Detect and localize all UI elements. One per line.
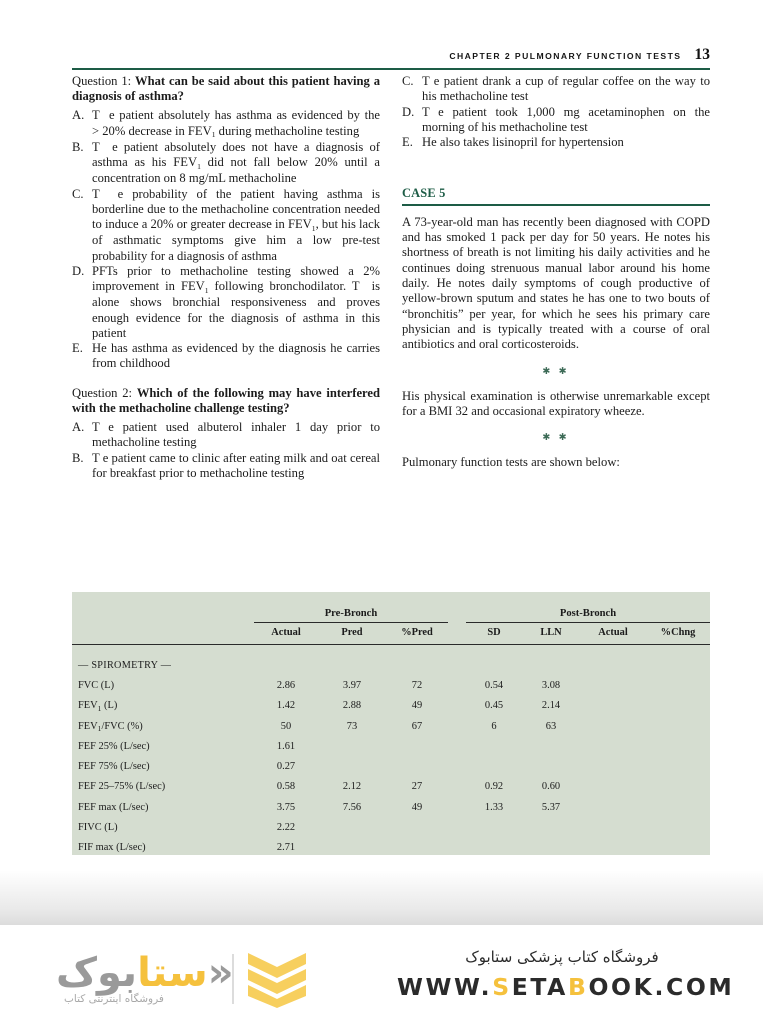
cell-sd — [466, 756, 522, 776]
table-group-header-row — [72, 602, 710, 622]
choice-marker: D. — [72, 263, 85, 278]
cell-gap — [448, 675, 466, 695]
choice-text: T e patient used albuterol inhaler 1 day prior to methacholine testing — [92, 420, 380, 450]
cell-gap — [448, 716, 466, 736]
question-2-choices-continued — [402, 74, 710, 150]
site-footer-banner — [0, 925, 763, 1023]
cell-lln — [522, 756, 580, 776]
table-sub-header-row — [72, 622, 710, 644]
row-label: FVC (L) — [78, 679, 115, 691]
choice-marker: A. — [72, 420, 85, 435]
cell-post-actual — [580, 777, 646, 797]
choice-item — [402, 135, 710, 150]
cell-lln: 3.08 — [541, 679, 561, 691]
right-column — [402, 74, 710, 574]
pft-table — [72, 592, 710, 869]
cell-pre-pred: 3.97 — [342, 679, 362, 691]
row-label: $FEV_1$/FVC (%) — [78, 720, 143, 734]
table-row — [72, 675, 710, 695]
cell-pre-pred: 2.88 — [342, 700, 362, 712]
url-suffix: OOK.COM — [588, 973, 735, 1001]
question-1-heading — [72, 74, 380, 104]
table-row — [72, 817, 710, 837]
cell-pre-actual: 0.58 — [276, 781, 296, 793]
choice-marker: C. — [402, 74, 414, 88]
brand-tagline: فروشگاه اینترنتی کتاب — [64, 993, 164, 1005]
choice-marker: A. — [72, 108, 85, 123]
cell-pct-chng — [646, 716, 710, 736]
choice-marker: B. — [72, 139, 84, 154]
row-label: $FEV_1$ (L) — [78, 700, 118, 713]
cell-pre-pct-pred: 72 — [411, 679, 423, 691]
section-separator-1: ✱ ✱ — [542, 366, 570, 377]
footer-tagline-fa: فروشگاه کتاب پزشکی ستابوک — [465, 948, 659, 966]
table-row — [72, 716, 710, 736]
choice-item — [72, 264, 380, 341]
cell-pre-actual: 1.42 — [276, 700, 296, 712]
spacer-cell — [72, 592, 710, 602]
setabook-logo[interactable] — [50, 945, 335, 1013]
table-row — [72, 736, 710, 756]
url-middle: ETA — [511, 973, 568, 1001]
row-label: FEF max (L/sec) — [78, 801, 149, 813]
col-header-pct-chng: %Chng — [646, 622, 710, 644]
table-top-pad — [72, 592, 710, 602]
choice-item — [72, 108, 380, 140]
cell-lln: 5.37 — [541, 801, 561, 813]
spacer-cell — [72, 644, 710, 655]
cell-sd: 6 — [491, 720, 497, 732]
cell-post-actual — [580, 736, 646, 756]
question-2-choices — [72, 420, 380, 481]
header-rule — [72, 68, 710, 70]
choice-text: He has asthma as evidenced by the diagnosis he carries from childhood — [92, 341, 380, 371]
left-column — [72, 74, 380, 574]
body-columns — [72, 74, 710, 574]
cell-pre-pred: 7.56 — [342, 801, 362, 813]
choice-text: T e probability of the patient having asthma is borderline due to the methacholine concentration needed to induce a 20% or greater decrease in $FEV_1$, but his lack of asthmatic symptoms give him a low pre-test probability for a diagnosis of asthma — [92, 186, 381, 263]
question-1-label: Question 1: — [72, 74, 132, 88]
chevron-stack-svg — [246, 950, 308, 1008]
cell-pre-pred — [318, 817, 386, 837]
cell-gap — [448, 777, 466, 797]
cell-sd: 1.33 — [484, 801, 504, 813]
col-header-pre-pred: Pred — [318, 622, 386, 644]
cell-gap — [448, 817, 466, 837]
case-5-paragraph-2: His physical examination is otherwise unremarkable except for a BMI 32 and occasional expiratory wheeze. — [402, 388, 710, 418]
cell-pre-pred — [318, 756, 386, 776]
cell-gap — [448, 736, 466, 756]
cell-lln — [522, 817, 580, 837]
section-separator-2: ✱ ✱ — [542, 433, 570, 444]
choice-marker: D. — [402, 104, 415, 119]
row-label: FEF 75% (L/sec) — [78, 761, 150, 773]
col-header-post-actual: Actual — [580, 622, 646, 644]
cell-lln: 63 — [545, 720, 557, 732]
choice-item — [402, 105, 710, 136]
cell-pre-pct-pred: 27 — [411, 781, 423, 793]
url-prefix: WWW. — [397, 973, 493, 1001]
page-number: 13 — [694, 46, 710, 63]
cell-pre-pct-pred: 67 — [411, 720, 423, 732]
col-header-pre-pct-pred: %Pred — [386, 622, 448, 644]
cell-pre-actual: 50 — [280, 720, 292, 732]
cell-sd: 0.54 — [484, 679, 504, 691]
choice-item — [72, 140, 380, 187]
running-head-row — [72, 46, 710, 65]
choice-text: T e patient came to clinic after eating milk and oat cereal for breakfast prior to methacholine testing — [92, 450, 380, 480]
col-header-pre-actual: Actual — [254, 622, 318, 644]
cell-pre-actual: 3.75 — [276, 801, 296, 813]
cell-pct-chng — [646, 736, 710, 756]
choice-marker: B. — [72, 450, 84, 465]
cell-pre-pred: 73 — [346, 720, 358, 732]
cell-gap — [448, 696, 466, 716]
brand-script-gray: بوک — [56, 950, 138, 996]
group-header-gap — [448, 602, 466, 622]
cell-post-actual — [580, 675, 646, 695]
cell-pct-chng — [646, 675, 710, 695]
table-row — [72, 797, 710, 817]
choice-item — [402, 74, 710, 105]
cell-post-actual — [580, 696, 646, 716]
col-header-sd: SD — [466, 622, 522, 644]
section-label: — SPIROMETRY — — [78, 659, 172, 671]
col-header-measure — [72, 622, 254, 644]
cell-post-actual — [580, 817, 646, 837]
question-1-prompt: What can be said about this patient having a diagnosis of asthma? — [72, 74, 380, 104]
choice-marker: E. — [402, 135, 413, 149]
case-5-paragraph-1: A 73-year-old man has recently been diagnosed with COPD and has smoked 1 pack per day for 50 years. He notes his shortness of breath is not limiting his daily activities and he continues doing strenuous manual labor around his home daily. He notes daily symptoms of cough productive of yellow-brown sputum and states he has one to two bouts of “bronchitis” per year, for which he sees his primary care physician and is typically treated with a course of oral antibiotics and oral corticosteroids. — [402, 214, 710, 352]
cell-lln: 0.60 — [541, 781, 561, 793]
url-letter-b: B — [567, 973, 589, 1001]
cell-pct-chng — [646, 817, 710, 837]
chapter-title: CHAPTER 2 PULMONARY FUNCTION TESTS — [449, 51, 682, 61]
choice-item — [72, 187, 380, 264]
choice-marker: C. — [72, 186, 84, 201]
cell-post-actual — [580, 716, 646, 736]
case-5-rule — [402, 204, 710, 206]
cell-pre-pct-pred: 49 — [411, 801, 423, 813]
cell-pre-pred: 2.12 — [342, 781, 362, 793]
cell-lln: 2.14 — [541, 700, 561, 712]
cell-pre-pct-pred — [386, 736, 448, 756]
cell-pre-actual: 2.71 — [276, 842, 296, 854]
page-bottom-fade — [0, 855, 763, 925]
case-5-paragraph-3: Pulmonary function tests are shown below: — [402, 455, 620, 470]
table-section-row-spirometry — [72, 655, 710, 675]
question-2-label: Question 2: — [72, 385, 133, 400]
cell-post-actual — [580, 797, 646, 817]
cell-post-actual — [580, 756, 646, 776]
cell-pre-pct-pred: 49 — [411, 700, 423, 712]
col-header-gap — [448, 622, 466, 644]
col-header-lln: LLN — [522, 622, 580, 644]
brand-wordmark — [50, 948, 234, 1010]
table-row — [72, 777, 710, 797]
cell-pre-actual: 0.27 — [276, 761, 296, 773]
footer-inner — [0, 925, 763, 1023]
cell-pre-pct-pred — [386, 817, 448, 837]
row-label: FEF 25% (L/sec) — [78, 740, 150, 752]
url-letter-s: S — [492, 973, 512, 1001]
brand-script-highlight: ستا — [137, 950, 208, 996]
choice-text: He also takes lisinopril for hypertension — [422, 135, 624, 149]
brand-script-text: «ستابوک — [56, 950, 234, 996]
chevron-stack-icon — [246, 950, 308, 1008]
choice-text: T e patient drank a cup of regular coffee on the way to his methacholine test — [422, 74, 710, 104]
cell-lln — [522, 736, 580, 756]
cell-sd — [466, 736, 522, 756]
group-header-post-bronch: Post-Bronch — [466, 602, 710, 622]
question-2-heading — [72, 386, 380, 416]
group-header-pre-bronch: Pre-Bronch — [254, 602, 448, 622]
cell-sd — [466, 817, 522, 837]
cell-sd: 0.92 — [484, 781, 504, 793]
choice-item — [72, 451, 380, 482]
row-label: FIF max (L/sec) — [78, 842, 146, 854]
row-label: FEF 25–75% (L/sec) — [78, 781, 166, 793]
row-label: FIVC (L) — [78, 822, 118, 834]
cell-gap — [448, 756, 466, 776]
question-2-prompt: Which of the following may have interfered with the methacholine challenge testing? — [72, 385, 380, 415]
cell-pre-pct-pred — [386, 756, 448, 776]
footer-right-block — [397, 945, 735, 1003]
choice-text: T e patient absolutely does not have a diagnosis of asthma as his $FEV_1$ did not fall below 20% until a concentration on 8 mg/mL methacholine — [92, 139, 380, 186]
cell-pre-actual: 2.86 — [276, 679, 296, 691]
table-row — [72, 696, 710, 716]
cell-pct-chng — [646, 797, 710, 817]
table-header-pad — [72, 644, 710, 655]
choice-item — [72, 341, 380, 372]
case-5-block — [402, 186, 710, 470]
running-head — [72, 46, 710, 70]
cell-pre-pred — [318, 736, 386, 756]
cell-gap — [448, 797, 466, 817]
cell-pct-chng — [646, 696, 710, 716]
group-header-blank — [72, 602, 254, 622]
case-5-title: CASE 5 — [402, 186, 446, 201]
choice-text: T e patient absolutely has asthma as evidenced by the > 20% decrease in $FEV_1$ during methacholine testing — [92, 108, 380, 140]
cell-pre-actual: 2.22 — [276, 822, 296, 834]
choice-text: PFTs prior to methacholine testing showed a 2% improvement in $FEV_1$ following bronchodilator. T is alone shows bronchial responsiveness and proves enough evidence for the diagnosis of asthma in this patient — [92, 263, 380, 340]
table-row — [72, 756, 710, 776]
cell-pre-actual: 1.61 — [276, 740, 296, 752]
cell-pct-chng — [646, 777, 710, 797]
pft-table-wrapper — [72, 592, 710, 888]
footer-url[interactable] — [397, 971, 735, 1003]
choice-item — [72, 420, 380, 451]
question-1-choices — [72, 108, 380, 371]
choice-marker: E. — [72, 341, 83, 356]
choice-text: T e patient took 1,000 mg acetaminophen on the morning of his methacholine test — [422, 104, 710, 134]
cell-sd: 0.45 — [484, 700, 504, 712]
cell-pct-chng — [646, 756, 710, 776]
